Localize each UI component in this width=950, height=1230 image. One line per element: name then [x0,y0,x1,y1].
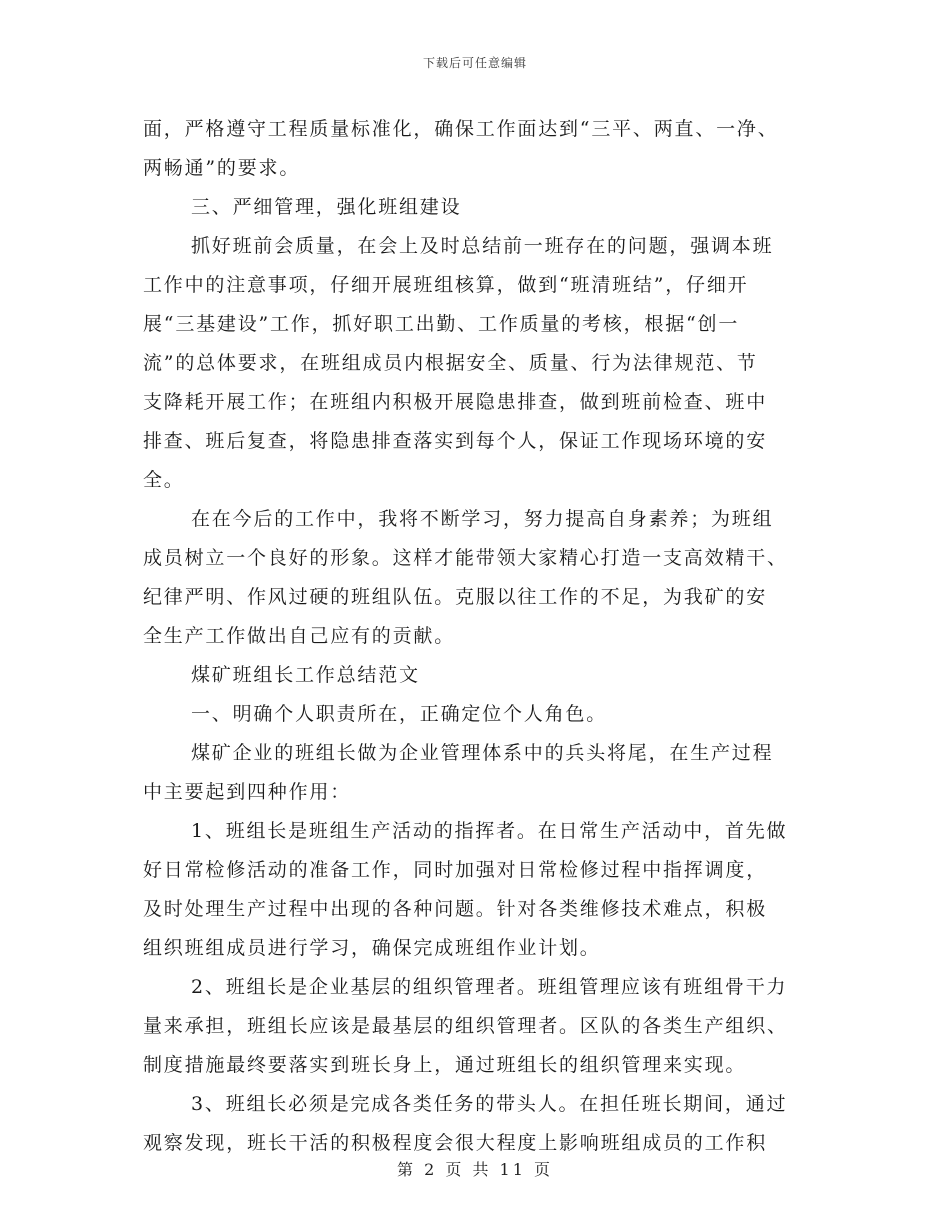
text-line: 支降耗开展工作；在班组内积极开展隐患排查，做到班前检查、班中 [143,391,768,413]
text-line: 煤矿班组长工作总结范文 [191,664,420,686]
text-line: 量来承担，班组长应该是最基层的组织管理者。区队的各类生产组织、 [143,1015,788,1037]
page-header: 下载后可任意编辑 [422,56,527,70]
text-line: 制度措施最终要落实到班长身上，通过班组长的组织管理来实现。 [143,1054,747,1076]
text-line: 全生产工作做出自己应有的贡献。 [143,625,456,647]
text-line: 全。 [143,469,185,491]
text-line: 纪律严明、作风过硬的班组队伍。克服以往工作的不足，为我矿的安 [143,586,768,608]
text-line: 面，严格遵守工程质量标准化，确保工作面达到“三平、两直、一净、 [143,118,779,140]
text-line: 一、明确个人职责所在，正确定位个人角色。 [191,703,608,725]
text-line: 排查、班后复查，将隐患排查落实到每个人，保证工作现场环境的安 [143,430,768,452]
text-line: 两畅通”的要求。 [143,157,301,179]
text-line: 工作中的注意事项，仔细开展班组核算，做到“班清班结”，仔细开 [143,274,749,296]
text-line: 中主要起到四种作用： [143,781,352,803]
text-line: 在在今后的工作中，我将不断学习，努力提高自身素养；为班组 [191,508,774,530]
text-line: 观察发现，班长干活的积极程度会很大程度上影响班组成员的工作积 [143,1132,768,1154]
text-line: 三、严细管理，强化班组建设 [191,196,462,218]
text-line: 及时处理生产过程中出现的各种问题。针对各类维修技术难点，积极 [143,898,768,920]
text-line: 1、班组长是班组生产活动的指挥者。在日常生产活动中，首先做 [191,820,788,842]
text-line: 流”的总体要求，在班组成员内根据安全、质量、行为法律规范、节 [143,352,758,374]
text-line: 组织班组成员进行学习，确保完成班组作业计划。 [143,937,601,959]
text-line: 煤矿企业的班组长做为企业管理体系中的兵头将尾，在生产过程 [191,742,774,764]
text-line: 3、班组长必须是完成各类任务的带头人。在担任班长期间，通过 [191,1093,788,1115]
document-body [143,110,813,1163]
text-line: 成员树立一个良好的形象。这样才能带领大家精心打造一支高效精干、 [143,547,788,569]
text-line: 展“三基建设”工作，抓好职工出勤、工作质量的考核，根据“创一 [143,313,740,335]
text-line: 2、班组长是企业基层的组织管理者。班组管理应该有班组骨干力 [191,976,788,998]
text-line: 好日常检修活动的准备工作，同时加强对日常检修过程中指挥调度， [143,859,768,881]
text-line: 抓好班前会质量，在会上及时总结前一班存在的问题，强调本班 [191,235,774,257]
page-footer-page-number: 第 2 页 共 11 页 [397,1160,553,1179]
